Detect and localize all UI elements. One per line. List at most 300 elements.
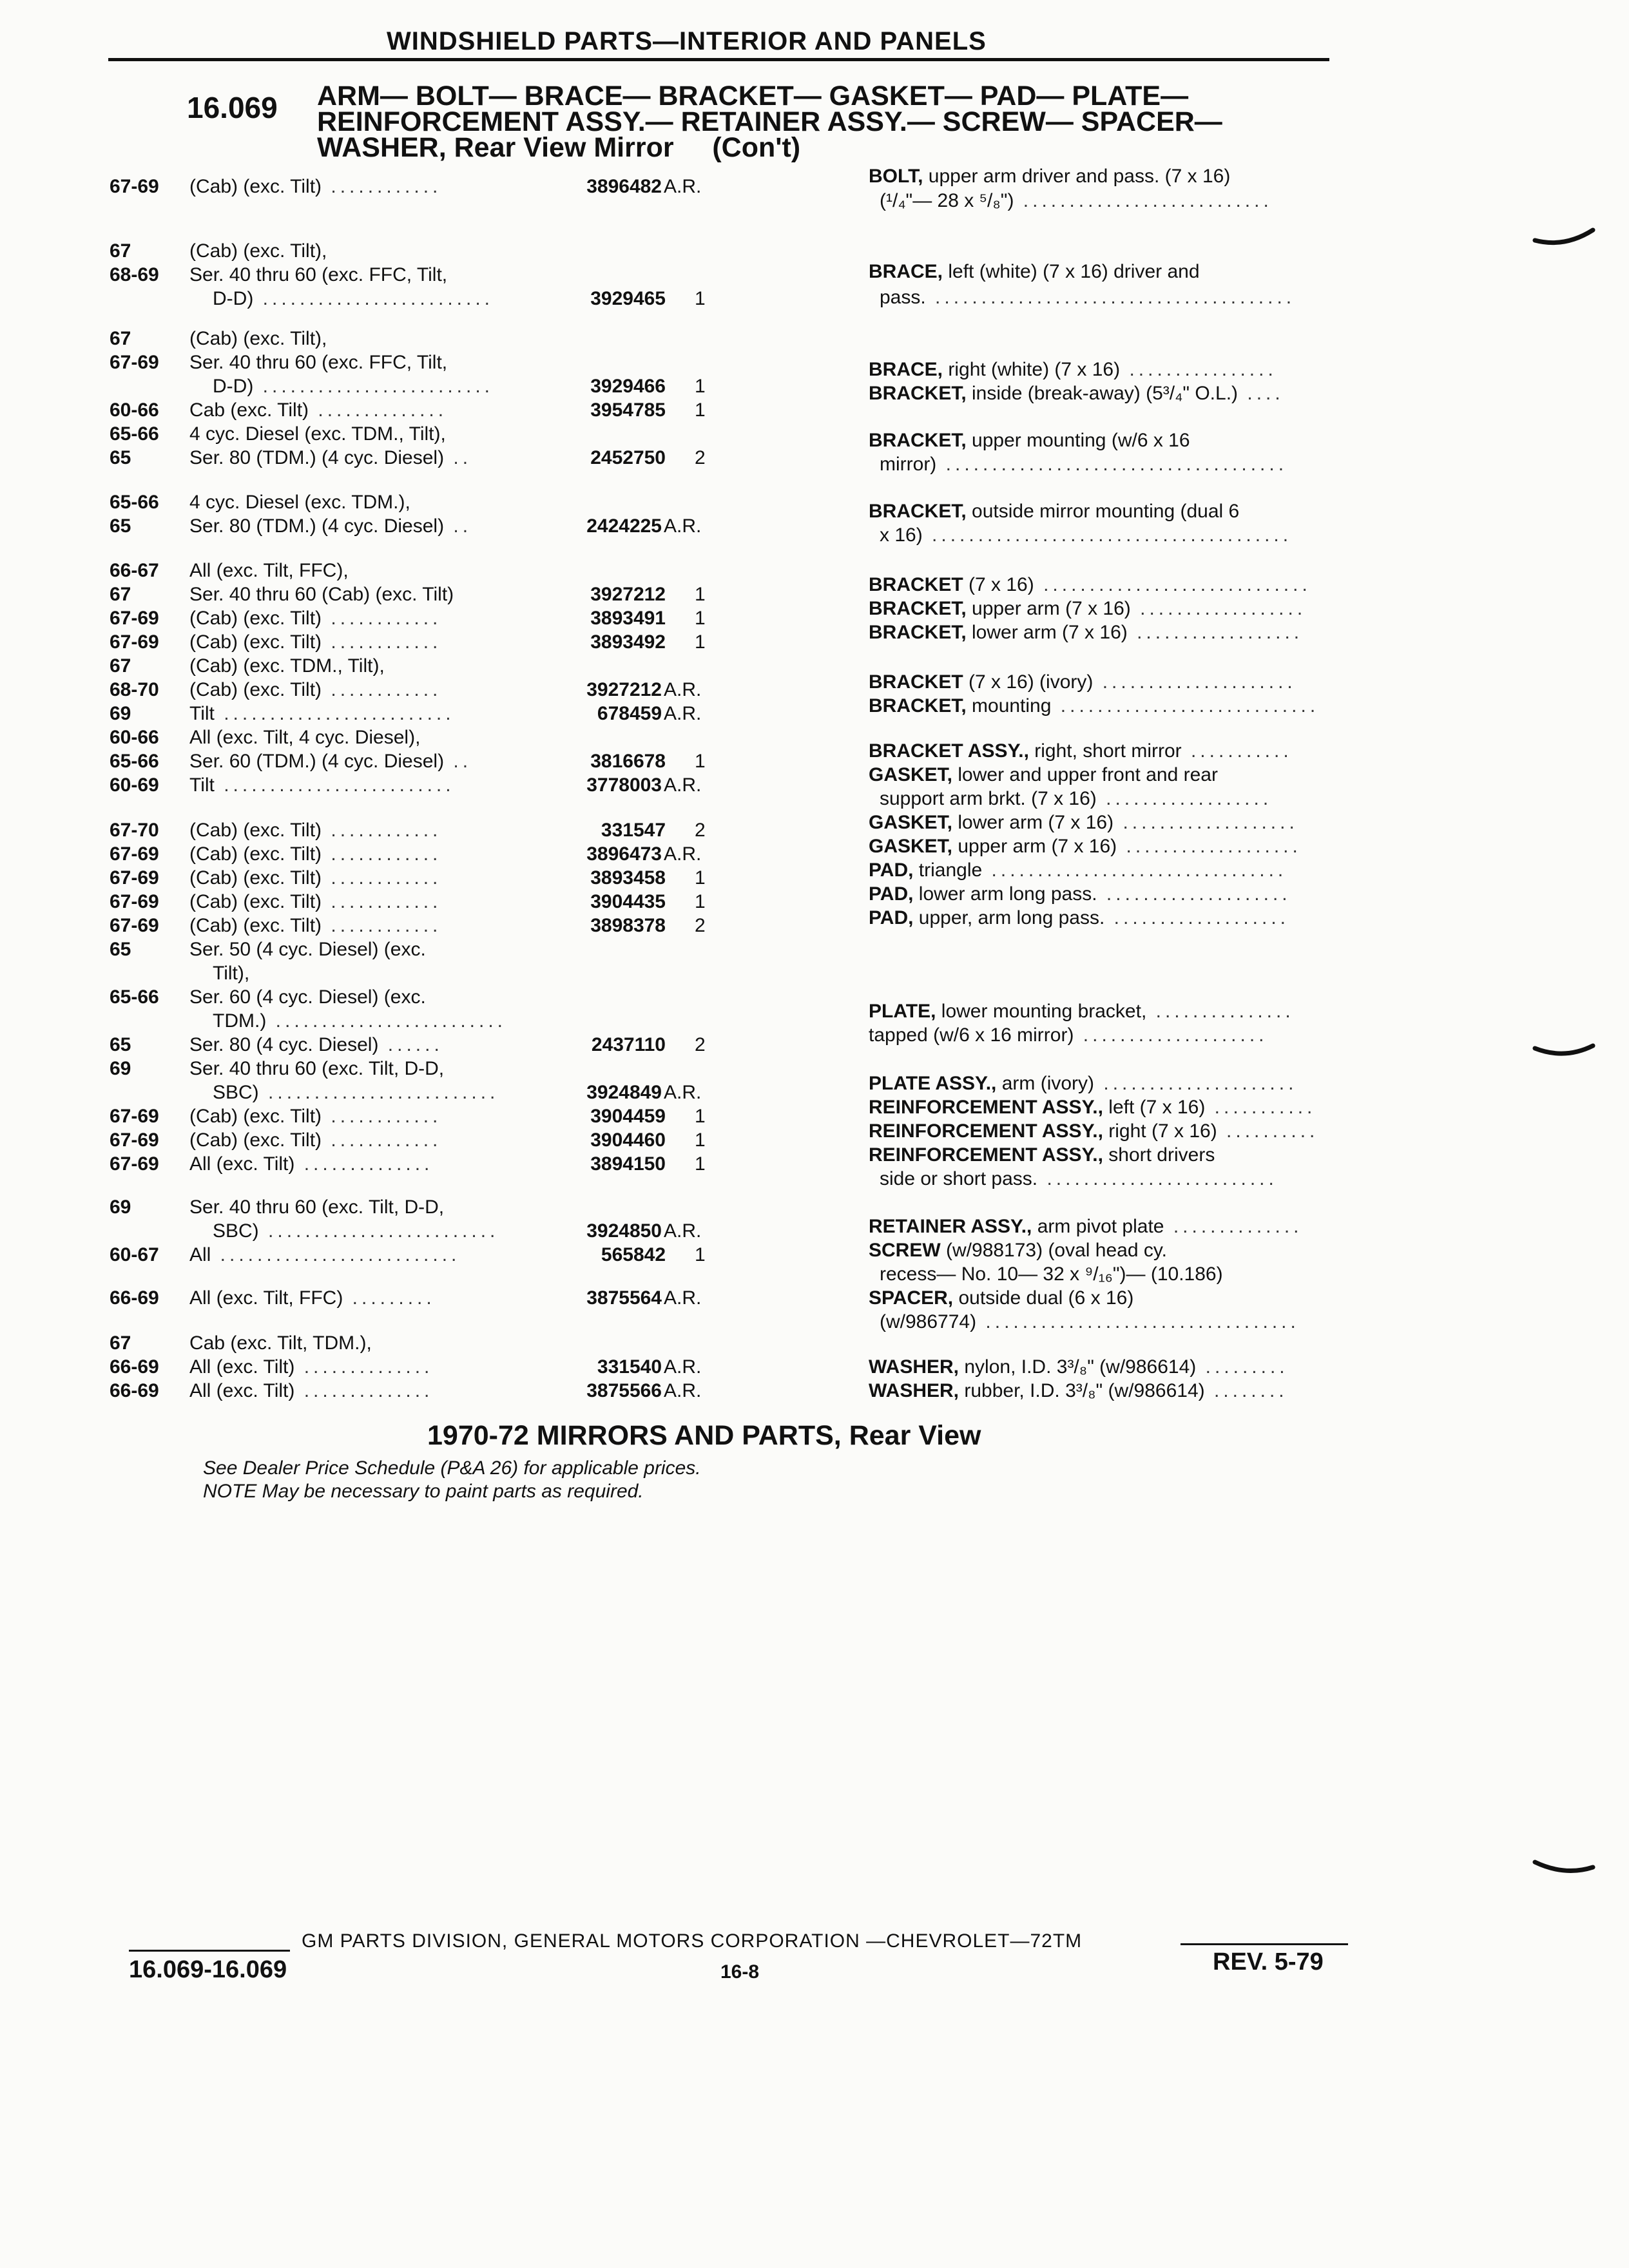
part-name: BRACKET, <box>869 622 967 643</box>
leader-dots: .................. <box>1127 622 1304 643</box>
part-number: 2437110 <box>591 1034 666 1055</box>
footer-revision: REV. 5-79 <box>1213 1948 1324 1975</box>
part-detail: left (7 x 16) <box>1108 1097 1206 1118</box>
model-year: 67-69 <box>110 1153 159 1175</box>
part-description <box>880 787 1272 811</box>
leader-dots: ............ <box>322 867 442 889</box>
leader-dots: ................................ <box>982 860 1287 881</box>
part-description <box>869 1120 1318 1143</box>
leader-dots: ............ <box>322 820 442 841</box>
part-name: GASKET, <box>869 764 953 785</box>
hole-punch-mark-3 <box>1532 1850 1597 1883</box>
part-number: 3929465 <box>590 288 666 309</box>
quantity: 2 <box>695 1034 706 1055</box>
quantity: 1 <box>695 1106 706 1127</box>
application-text: (Cab) (exc. Tilt), <box>189 240 327 262</box>
part-detail: (7 x 16) <box>969 574 1034 595</box>
part-detail: arm (ivory) <box>1001 1073 1095 1094</box>
page-title: WINDSHIELD PARTS—INTERIOR AND PANELS <box>387 27 987 55</box>
application-description <box>189 678 441 702</box>
leader-dots: ........... <box>1205 1097 1316 1118</box>
leader-dots: ......................... <box>258 1220 499 1242</box>
leader-dots: .............. <box>294 1380 434 1401</box>
application-text: (Cab) (exc. Tilt) <box>189 1106 322 1127</box>
part-number: 331540 <box>597 1356 662 1378</box>
application-text: 4 cyc. Diesel (exc. TDM., Tilt), <box>189 423 446 445</box>
part-description <box>880 286 1295 309</box>
application-text: Cab (exc. Tilt, TDM.), <box>189 1332 372 1354</box>
part-number: 3875564 <box>586 1287 662 1309</box>
application-description <box>189 631 441 654</box>
part-description <box>880 1168 1278 1191</box>
application-text: Ser. 40 thru 60 (exc. FFC, Tilt, <box>189 352 448 373</box>
sub-section-title: 1970-72 MIRRORS AND PARTS, Rear View <box>427 1420 981 1451</box>
application-description <box>189 175 441 198</box>
model-year: 67 <box>110 328 131 349</box>
application-text: (Cab) (exc. Tilt) <box>189 176 322 197</box>
part-detail: support arm brkt. (7 x 16) <box>880 788 1097 809</box>
application-text: All (exc. Tilt) <box>189 1380 295 1401</box>
leader-dots: ......................... <box>253 288 494 309</box>
part-detail: outside mirror mounting (dual 6 <box>972 501 1240 522</box>
part-detail: right, short mirror <box>1034 740 1182 762</box>
application-description <box>189 1244 460 1267</box>
part-description <box>869 260 1200 284</box>
application-description <box>189 447 472 470</box>
model-year: 67-70 <box>110 820 159 841</box>
part-name: GASKET, <box>869 812 953 833</box>
leader-dots: ................... <box>1113 812 1298 833</box>
application-description <box>189 1332 372 1355</box>
part-detail: x 16) <box>880 524 923 546</box>
leader-dots: .................... <box>1097 883 1291 905</box>
part-name: GASKET, <box>869 836 953 857</box>
footer-rule-left <box>129 1950 290 1952</box>
leader-dots: .................................. <box>976 1311 1300 1332</box>
part-number: 678459 <box>597 703 662 724</box>
quantity: A.R. <box>664 774 702 796</box>
footer-page-number: 16-8 <box>720 1961 760 1983</box>
model-year: 67-69 <box>110 631 159 653</box>
part-name: BRACKET <box>869 671 963 693</box>
part-name: WASHER, <box>869 1356 959 1378</box>
part-detail: lower arm (7 x 16) <box>972 622 1128 643</box>
part-detail: upper arm driver and pass. (7 x 16) <box>928 166 1231 187</box>
model-year: 65-66 <box>110 751 159 772</box>
application-text: Ser. 40 thru 60 (exc. Tilt, D-D, <box>189 1196 445 1218</box>
leader-dots: .................. <box>1130 598 1307 619</box>
leader-dots: ........ <box>1204 1380 1288 1401</box>
part-description <box>869 1024 1268 1047</box>
application-description <box>213 962 249 985</box>
part-detail: side or short pass. <box>880 1168 1038 1189</box>
application-description <box>189 491 410 514</box>
part-description <box>880 524 1292 547</box>
leader-dots: ........................... <box>1014 190 1273 211</box>
application-text: (Cab) (exc. Tilt) <box>189 867 322 889</box>
part-description <box>869 573 1311 597</box>
quantity: A.R. <box>664 1082 702 1103</box>
model-year: 60-69 <box>110 774 159 796</box>
part-detail: (w/986774) <box>880 1311 977 1332</box>
leader-dots: ............ <box>322 915 442 936</box>
part-description <box>869 1144 1215 1167</box>
application-description <box>189 986 426 1009</box>
part-detail: arm pivot plate <box>1037 1216 1164 1237</box>
part-description <box>869 695 1319 718</box>
application-description <box>189 1379 433 1403</box>
part-number: 3894150 <box>590 1153 666 1175</box>
quantity: 1 <box>695 288 706 309</box>
leader-dots: ......................... <box>214 774 455 796</box>
section-number: 16.069 <box>187 91 278 124</box>
part-detail: lower arm (7 x 16) <box>958 812 1114 833</box>
part-description <box>869 671 1296 694</box>
part-detail: upper mounting (w/6 x 16 <box>972 430 1190 451</box>
part-description <box>880 453 1287 476</box>
part-detail: upper arm (7 x 16) <box>972 598 1131 619</box>
note-line-1: See Dealer Price Schedule (P&A 26) for applicable prices. <box>203 1457 701 1479</box>
hole-punch-mark-1 <box>1532 222 1597 255</box>
leader-dots: .............. <box>1164 1216 1303 1237</box>
leader-dots: ..................................... <box>936 454 1288 475</box>
part-detail: (w/988173) (oval head cy. <box>946 1240 1167 1261</box>
model-year: 68-69 <box>110 264 159 285</box>
application-text: All (exc. Tilt, FFC) <box>189 1287 343 1309</box>
application-description <box>189 559 349 582</box>
quantity: 1 <box>695 1153 706 1175</box>
quantity: 2 <box>695 820 706 841</box>
leader-dots: ............ <box>322 891 442 912</box>
part-name: SPACER, <box>869 1287 954 1309</box>
leader-dots: ........... <box>1181 740 1293 762</box>
quantity: 1 <box>695 1129 706 1151</box>
application-description <box>189 1153 433 1176</box>
model-year: 60-66 <box>110 727 159 748</box>
model-year: 69 <box>110 703 131 724</box>
part-description <box>869 1096 1316 1119</box>
model-year: 67-69 <box>110 867 159 889</box>
part-number: 331547 <box>601 820 666 841</box>
part-number: 3896473 <box>586 843 662 865</box>
part-name: PAD, <box>869 883 914 905</box>
application-description <box>189 702 455 726</box>
application-text: (Cab) (exc. Tilt) <box>189 843 322 865</box>
application-text: SBC) <box>213 1220 259 1242</box>
quantity: 1 <box>695 751 706 772</box>
leader-dots: .......... <box>1217 1120 1319 1142</box>
model-year: 65 <box>110 939 131 960</box>
model-year: 67-69 <box>110 352 159 373</box>
application-text: (Cab) (exc. Tilt) <box>189 608 322 629</box>
model-year: 67-69 <box>110 1129 159 1151</box>
part-name: PLATE ASSY., <box>869 1073 997 1094</box>
quantity: 1 <box>695 891 706 912</box>
part-detail: upper, arm long pass. <box>918 907 1105 928</box>
application-text: Tilt <box>189 703 215 724</box>
leader-dots: .... <box>1238 383 1284 404</box>
application-text: Ser. 80 (TDM.) (4 cyc. Diesel) <box>189 515 445 537</box>
leader-dots: ......................... <box>214 703 455 724</box>
quantity: 1 <box>695 399 706 421</box>
model-year: 68-70 <box>110 679 159 700</box>
application-text: SBC) <box>213 1082 259 1103</box>
model-year: 67-69 <box>110 843 159 865</box>
part-name: BRACKET, <box>869 598 967 619</box>
application-text: Ser. 60 (TDM.) (4 cyc. Diesel) <box>189 751 445 772</box>
application-text: D-D) <box>213 376 254 397</box>
part-detail: tapped (w/6 x 16 mirror) <box>869 1024 1074 1046</box>
part-detail: lower mounting bracket, <box>941 1001 1147 1022</box>
section-heading-line-1: ARM— BOLT— BRACE— BRACKET— GASKET— PAD— PLATE— <box>317 81 1189 111</box>
application-description <box>189 351 447 374</box>
part-detail: rubber, I.D. 3³/₈" (w/986614) <box>964 1380 1205 1401</box>
application-description <box>189 774 455 797</box>
part-name: PLATE, <box>869 1001 936 1022</box>
part-description <box>869 764 1218 787</box>
application-text: Cab (exc. Tilt) <box>189 399 309 421</box>
part-description <box>869 1356 1289 1379</box>
application-description <box>213 375 494 398</box>
quantity: 2 <box>695 915 706 936</box>
part-description <box>869 165 1230 188</box>
part-number: 3816678 <box>590 751 666 772</box>
part-number: 3927212 <box>590 584 666 605</box>
model-year: 65-66 <box>110 986 159 1008</box>
part-name: PAD, <box>869 907 914 928</box>
application-description <box>189 607 441 630</box>
part-description <box>869 835 1302 858</box>
part-name: REINFORCEMENT ASSY., <box>869 1144 1103 1166</box>
part-description <box>869 1379 1288 1403</box>
part-detail: upper arm (7 x 16) <box>958 836 1117 857</box>
part-description <box>869 1287 1133 1310</box>
part-detail: pass. <box>880 287 926 308</box>
application-description <box>213 1010 506 1033</box>
application-text: (Cab) (exc. Tilt) <box>189 631 322 653</box>
model-year: 60-67 <box>110 1244 159 1265</box>
application-description <box>189 938 426 961</box>
part-detail: right (white) (7 x 16) <box>948 359 1121 380</box>
model-year: 66-69 <box>110 1287 159 1309</box>
part-description <box>869 811 1298 834</box>
quantity: A.R. <box>664 1356 702 1378</box>
part-description <box>880 189 1273 213</box>
leader-dots: ...... <box>378 1034 443 1055</box>
part-number: 3896482 <box>586 176 662 197</box>
part-name: REINFORCEMENT ASSY., <box>869 1120 1103 1142</box>
application-description <box>189 264 447 287</box>
part-detail: (7 x 16) (ivory) <box>969 671 1094 693</box>
application-text: TDM.) <box>213 1010 267 1032</box>
application-text: (Cab) (exc. Tilt) <box>189 820 322 841</box>
application-text: (Cab) (exc. Tilt) <box>189 679 322 700</box>
leader-dots: ......................... <box>266 1010 507 1032</box>
quantity: A.R. <box>664 703 702 724</box>
quantity: A.R. <box>664 515 702 537</box>
part-name: WASHER, <box>869 1380 959 1401</box>
part-number: 3904435 <box>590 891 666 912</box>
part-number: 3875566 <box>586 1380 662 1401</box>
leader-dots: ............................. <box>1034 574 1311 595</box>
part-detail: triangle <box>918 860 983 881</box>
part-number: 3927212 <box>586 679 662 700</box>
quantity: A.R. <box>664 679 702 700</box>
leader-dots: .............. <box>294 1356 434 1378</box>
model-year: 69 <box>110 1196 131 1218</box>
part-name: BOLT, <box>869 166 923 187</box>
model-year: 65 <box>110 447 131 468</box>
quantity: A.R. <box>664 176 702 197</box>
leader-dots: ............ <box>322 679 442 700</box>
model-year: 65 <box>110 515 131 537</box>
quantity: A.R. <box>664 1380 702 1401</box>
leader-dots: ..................... <box>1094 1073 1298 1094</box>
model-year: 65-66 <box>110 423 159 445</box>
part-number: 3904460 <box>590 1129 666 1151</box>
application-description <box>189 1129 441 1152</box>
application-text: All (exc. Tilt) <box>189 1153 295 1175</box>
part-name: BRACKET, <box>869 695 967 716</box>
part-description <box>880 1311 1300 1334</box>
part-detail: lower and upper front and rear <box>958 764 1218 785</box>
part-detail: recess— No. 10— 32 x ⁹/₁₆")— (10.186) <box>880 1264 1223 1285</box>
quantity: A.R. <box>664 1287 702 1309</box>
part-description <box>869 621 1303 644</box>
application-description <box>189 1196 444 1219</box>
model-year: 69 <box>110 1058 131 1079</box>
part-detail: inside (break-away) (5³/₄" O.L.) <box>972 383 1239 404</box>
application-description <box>189 399 447 422</box>
part-detail: (¹/₄"— 28 x ⁵/₈") <box>880 190 1014 211</box>
leader-dots: ....................................... <box>922 524 1293 546</box>
model-year: 66-69 <box>110 1356 159 1378</box>
model-year: 65-66 <box>110 492 159 513</box>
model-year: 67 <box>110 655 131 677</box>
application-text: All (exc. Tilt, FFC), <box>189 560 349 581</box>
part-detail: right (7 x 16) <box>1108 1120 1217 1142</box>
quantity: 1 <box>695 867 706 889</box>
part-description <box>869 1239 1167 1262</box>
leader-dots: ................ <box>1120 359 1277 380</box>
quantity: A.R. <box>664 1220 702 1242</box>
part-description <box>869 1000 1295 1023</box>
part-detail: nylon, I.D. 3³/₈" (w/986614) <box>964 1356 1197 1378</box>
application-description <box>213 1220 499 1243</box>
part-description <box>869 1072 1297 1095</box>
application-text: Ser. 40 thru 60 (exc. Tilt, D-D, <box>189 1058 445 1079</box>
application-text: Ser. 80 (TDM.) (4 cyc. Diesel) <box>189 447 445 468</box>
application-description <box>189 819 441 842</box>
model-year: 67-69 <box>110 915 159 936</box>
leader-dots: ......... <box>1196 1356 1289 1378</box>
leader-dots: .................... <box>1074 1024 1268 1046</box>
application-text: Ser. 80 (4 cyc. Diesel) <box>189 1034 379 1055</box>
part-number: 3924849 <box>586 1082 662 1103</box>
application-description <box>189 515 472 538</box>
model-year: 67-69 <box>110 891 159 912</box>
leader-dots: ......................... <box>258 1082 499 1103</box>
application-description <box>189 1057 444 1081</box>
leader-dots: .. <box>444 447 472 468</box>
part-description <box>869 500 1239 523</box>
application-description <box>189 327 327 351</box>
part-name: BRACE, <box>869 359 943 380</box>
application-text: Ser. 50 (4 cyc. Diesel) (exc. <box>189 939 426 960</box>
part-name: BRACKET, <box>869 383 967 404</box>
model-year: 67-69 <box>110 176 159 197</box>
leader-dots: ......... <box>343 1287 436 1309</box>
part-name: PAD, <box>869 860 914 881</box>
application-text: All (exc. Tilt, 4 cyc. Diesel), <box>189 727 421 748</box>
part-description <box>869 883 1291 906</box>
quantity: 1 <box>695 584 706 605</box>
part-name: REINFORCEMENT ASSY., <box>869 1097 1103 1118</box>
application-description <box>189 750 472 773</box>
part-description <box>869 859 1287 882</box>
part-name: BRACKET, <box>869 430 967 451</box>
part-name: RETAINER ASSY., <box>869 1216 1032 1237</box>
part-name: BRACKET ASSY., <box>869 740 1029 762</box>
part-detail: outside dual (6 x 16) <box>958 1287 1134 1309</box>
application-text: All <box>189 1244 211 1265</box>
part-description <box>869 429 1190 452</box>
application-text: (Cab) (exc. Tilt) <box>189 915 322 936</box>
part-description <box>880 1263 1223 1286</box>
application-text: D-D) <box>213 288 254 309</box>
application-text: Ser. 40 thru 60 (Cab) (exc. Tilt) <box>189 584 454 605</box>
application-text: (Cab) (exc. Tilt) <box>189 1129 322 1151</box>
part-name: BRACKET, <box>869 501 967 522</box>
note-line-2: NOTE May be necessary to paint parts as required. <box>203 1481 644 1502</box>
application-description <box>189 1287 436 1310</box>
part-number: 3904459 <box>590 1106 666 1127</box>
quantity: 2 <box>695 447 706 468</box>
model-year: 67 <box>110 1332 131 1354</box>
part-detail: mounting <box>972 695 1052 716</box>
application-text: (Cab) (exc. TDM., Tilt), <box>189 655 385 677</box>
application-description <box>189 1033 443 1057</box>
model-year: 67 <box>110 240 131 262</box>
part-number: 3893458 <box>590 867 666 889</box>
leader-dots: ..................... <box>1093 671 1296 693</box>
model-year: 65 <box>110 1034 131 1055</box>
quantity: A.R. <box>664 843 702 865</box>
application-text: Tilt), <box>213 963 250 984</box>
leader-dots: ............ <box>322 631 442 653</box>
title-rule <box>108 58 1329 61</box>
part-description <box>869 382 1284 405</box>
part-detail: lower arm long pass. <box>918 883 1097 905</box>
footer-rule-right <box>1181 1943 1348 1945</box>
leader-dots: ....................................... <box>925 287 1296 308</box>
leader-dots: .......................... <box>211 1244 461 1265</box>
footer-division: GM PARTS DIVISION, GENERAL MOTORS CORPORATION —CHEVROLET—72TM <box>302 1930 1083 1952</box>
application-text: (Cab) (exc. Tilt), <box>189 328 327 349</box>
application-description <box>189 583 454 606</box>
application-description <box>189 843 441 866</box>
model-year: 66-69 <box>110 1380 159 1401</box>
application-description <box>213 287 494 311</box>
application-description <box>189 914 441 937</box>
part-detail: short drivers <box>1108 1144 1215 1166</box>
part-number: 3954785 <box>590 399 666 421</box>
application-description <box>189 423 446 446</box>
part-number: 3898378 <box>590 915 666 936</box>
leader-dots: ......................... <box>1037 1168 1278 1189</box>
application-text: Ser. 40 thru 60 (exc. FFC, Tilt, <box>189 264 448 285</box>
leader-dots: ............................ <box>1051 695 1320 716</box>
